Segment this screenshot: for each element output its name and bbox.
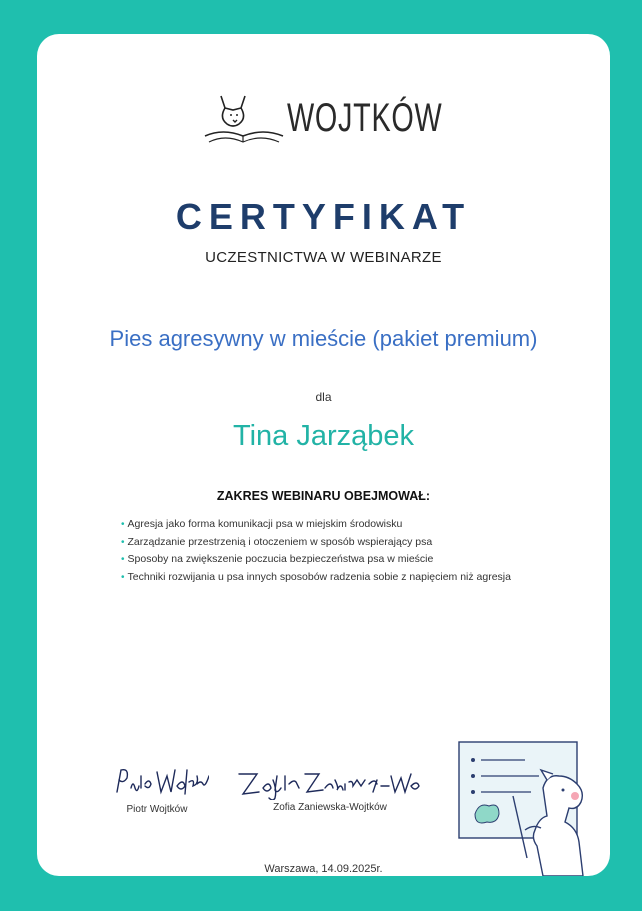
webinar-title: Pies agresywny w mieście (pakiet premium) <box>109 326 538 351</box>
signature-piotr <box>113 764 209 798</box>
bullet-icon: • <box>121 571 125 583</box>
bullet-icon: • <box>121 536 125 548</box>
brand-logo <box>203 90 453 150</box>
bullet-icon: • <box>121 554 125 565</box>
recipient-name: Tina Jarząbek <box>232 420 415 452</box>
scope-heading: ZAKRES WEBINARU OBEJMOWAŁ: <box>216 489 431 503</box>
list-item: • Agresja jako forma komunikacji psa w miejskim środowisku <box>121 518 403 530</box>
signature-name-2: Zofia Zaniewska-Wojtków <box>273 802 387 813</box>
dog-presenting-board-icon <box>455 738 610 876</box>
list-item: • Zarządzanie przestrzenią i otoczeniem w sposób wspierający psa <box>121 535 433 548</box>
bullet-icon: • <box>121 519 125 530</box>
certificate-subtitle: UCZESTNICTWA W WEBINARZE <box>205 249 442 266</box>
dog-on-book-icon <box>203 90 285 150</box>
scope-list <box>121 516 591 586</box>
certificate-card <box>37 34 610 876</box>
certificate-title: CERTYFIKAT <box>175 196 472 237</box>
issue-date: Warszawa, 14.09.2025r. <box>264 863 383 875</box>
for-label: dla <box>315 390 332 404</box>
signature-name-1: Piotr Wojtków <box>126 804 188 815</box>
list-item: • Techniki rozwijania u psa innych sposobów radzenia sobie z napięciem niż agresja <box>121 570 511 583</box>
list-item: • Sposoby na zwiększenie poczucia bezpieczeństwa psa w mieście <box>121 553 434 565</box>
brand-name: WOJTKÓW <box>287 96 443 140</box>
signature-zofia <box>235 766 425 800</box>
